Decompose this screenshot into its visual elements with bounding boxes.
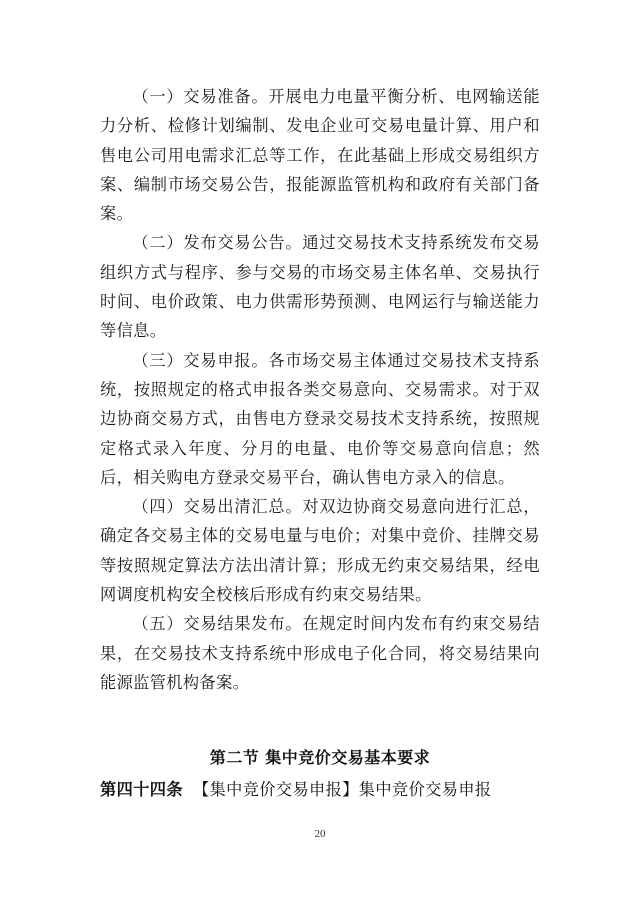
article-line — [100, 776, 540, 800]
section-title: 第二节 集中竞价交易基本要求 — [209, 748, 431, 767]
paragraph-result-publication: （五）交易结果发布。在规定时间内发布有约束交易结果，在交易技术支持系统中形成电子化合同，将交易结果向能源监管机构备案。 — [100, 614, 540, 692]
page-number: 20 — [314, 828, 326, 840]
article-label: 第四十四条 — [100, 780, 183, 799]
article-text: 【集中竞价交易申报】集中竞价交易申报 — [192, 780, 492, 799]
paragraph-publish-announcement: （二）发布交易公告。通过交易技术支持系统发布交易组织方式与程序、参与交易的市场交易主体名单、交易执行时间、电价政策、电力供需形势预测、电网运行与输送能力等信息。 — [100, 233, 540, 341]
paragraph-trading-declaration: （三）交易申报。各市场交易主体通过交易技术支持系统，按照规定的格式申报各类交易意向、交易需求。对于双边协商交易方式，由售电方登录交易技术支持系统，按照规定格式录入年度、分月的电量、电价等交易意向信息；然后，相关购电方登录交易平台，确认售电方录入的信息。 — [100, 350, 540, 487]
paragraph-clearing-summary: （四）交易出清汇总。对双边协商交易意向进行汇总，确定各交易主体的交易电量与电价；对集中竞价、挂牌交易等按照规定算法方法出清计算；形成无约束交易结果，经电网调度机构安全校核后形成有约束交易结果。 — [100, 497, 540, 605]
body-text — [100, 82, 540, 697]
paragraph-trading-preparation: （一）交易准备。开展电力电量平衡分析、电网输送能力分析、检修计划编制、发电企业可交易电量计算、用户和售电公司用电需求汇总等工作，在此基础上形成交易组织方案、编制市场交易公告，报能源监管机构和政府有关部门备案。 — [100, 87, 540, 224]
